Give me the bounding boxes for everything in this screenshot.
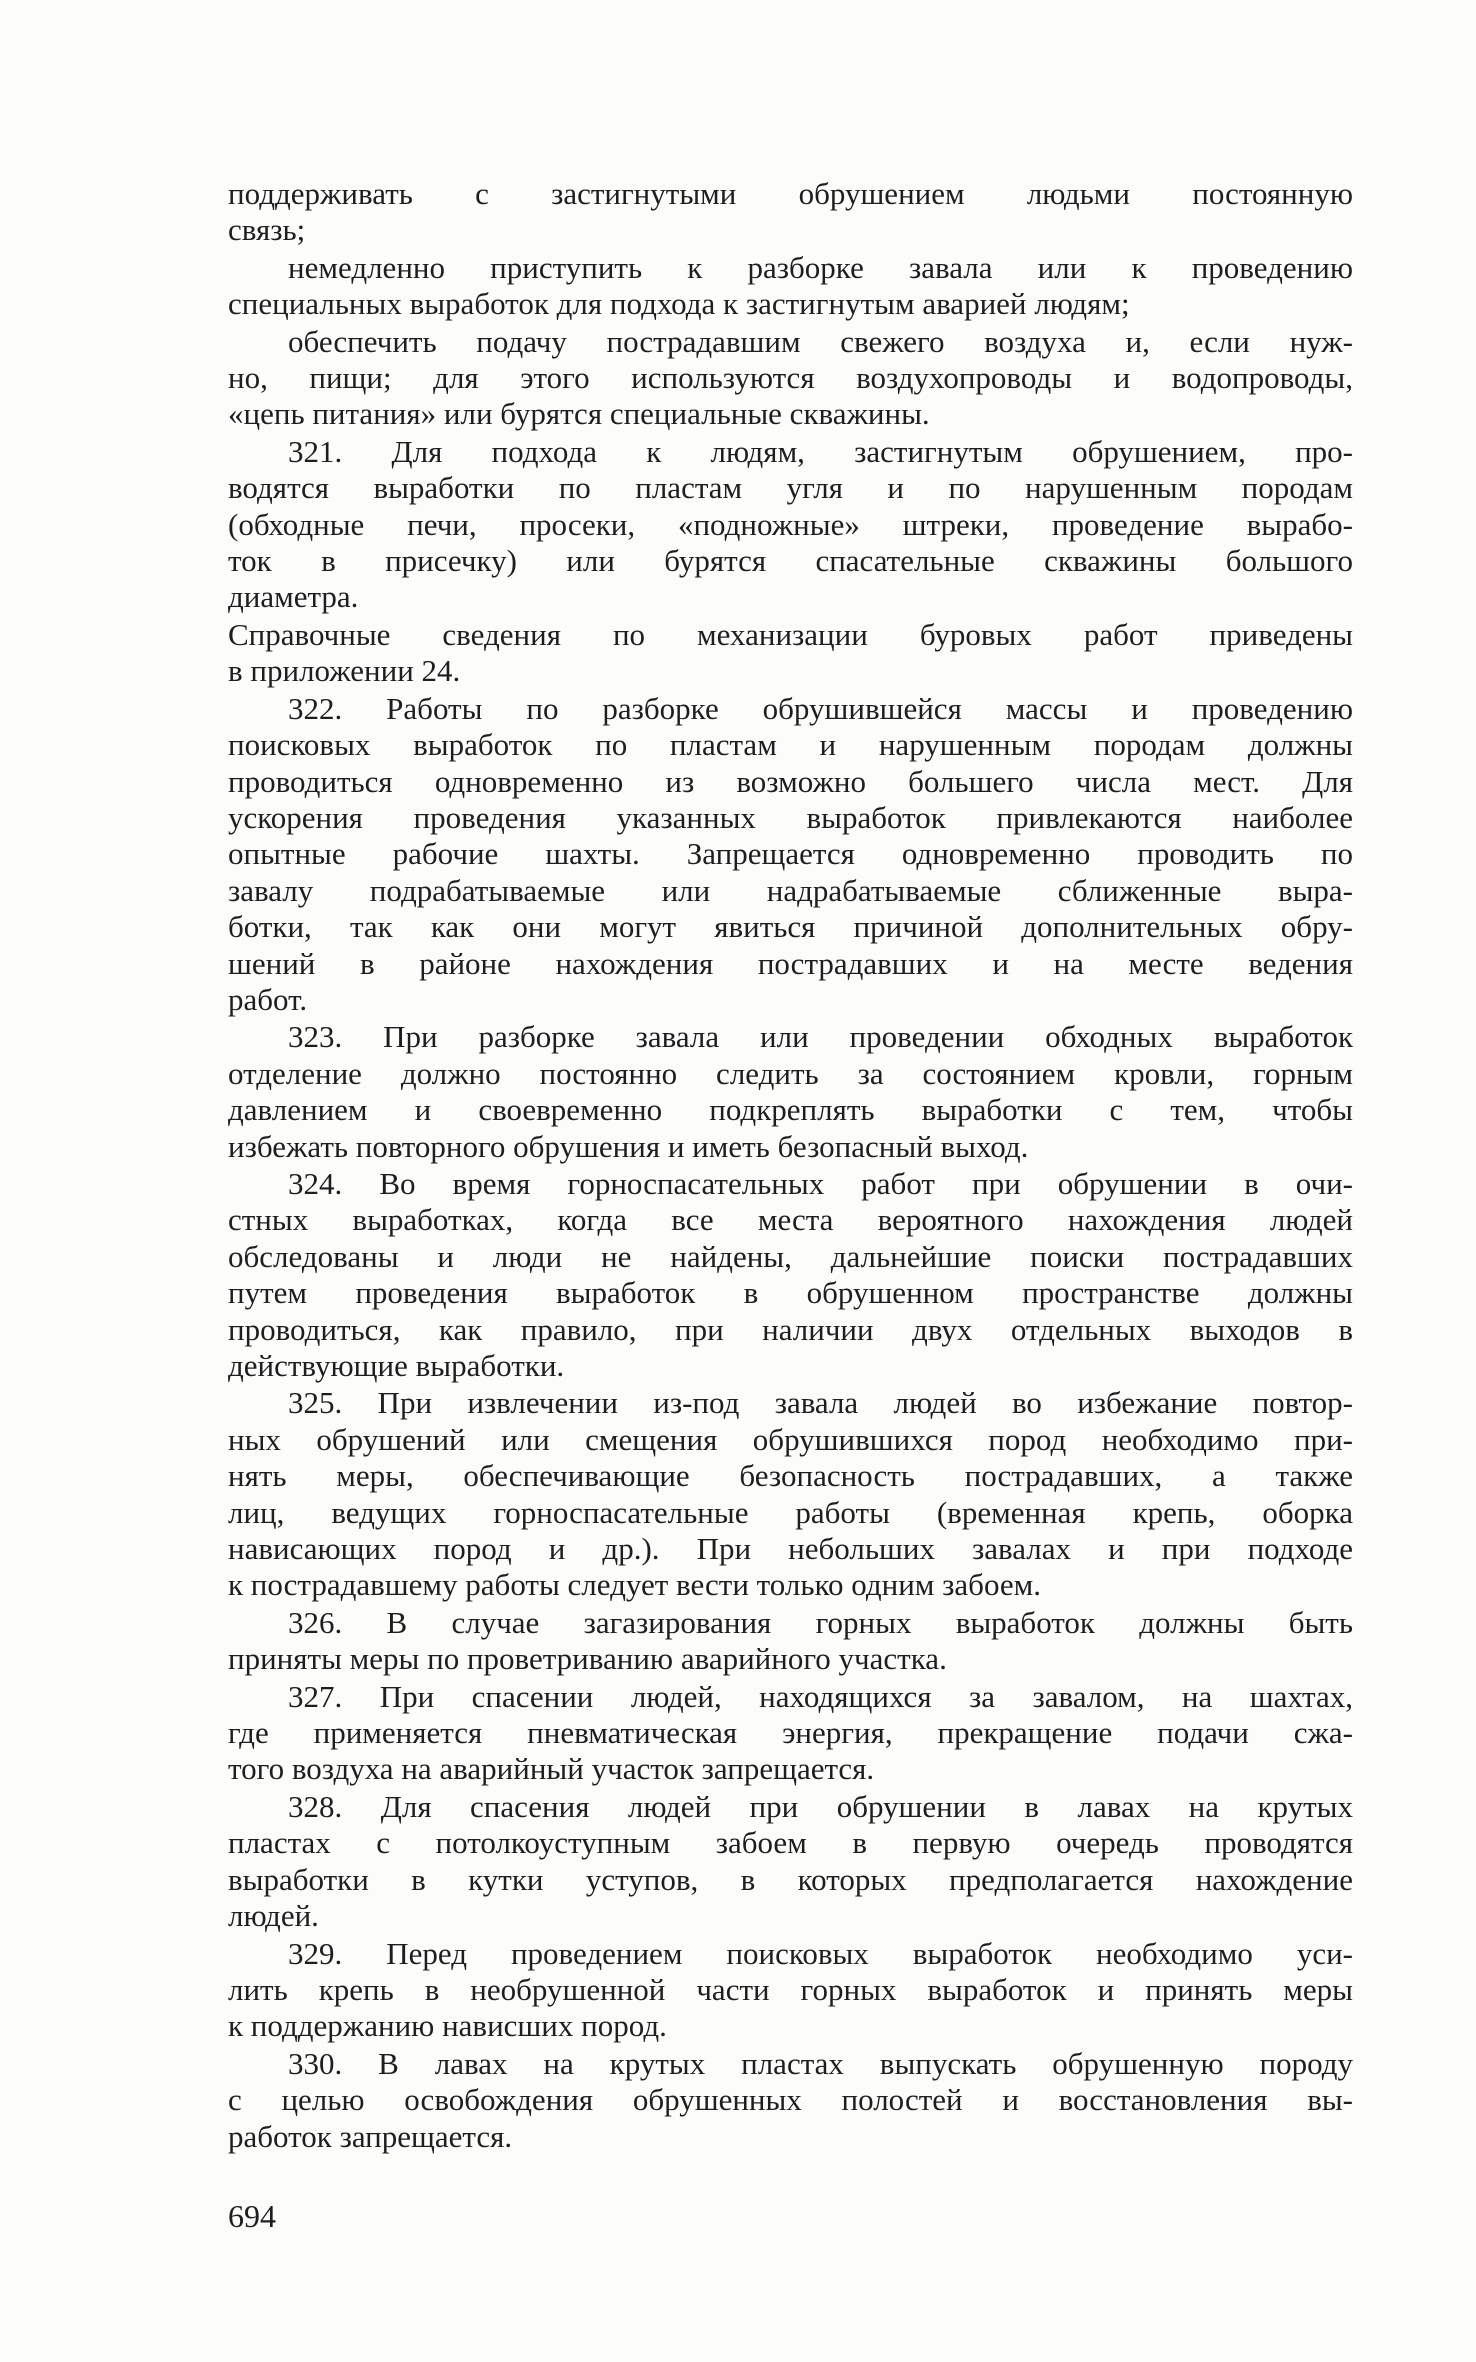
paragraph	[228, 1789, 1353, 1935]
paragraph	[228, 1019, 1353, 1165]
text-line: диаметра.	[228, 579, 359, 615]
text-line: (обходные печи, просеки, «подножные» штреки, проведение вырабо-	[228, 506, 1353, 542]
text-line: Справочные сведения по механизации буровых работ приведены	[228, 616, 1353, 652]
text-line: но, пищи; для этого используются воздухопроводы и водопроводы,	[228, 360, 1353, 396]
text-line: стных выработках, когда все места вероятного нахождения людей	[228, 1202, 1353, 1238]
text-line: 326. В случае загазирования горных выработок должны быть	[288, 1604, 1353, 1640]
paragraph	[228, 1679, 1353, 1788]
paragraph	[228, 1936, 1353, 2045]
text-line: приняты меры по проветриванию аварийного участка.	[228, 1641, 947, 1677]
text-line: ных обрушений или смещения обрушившихся пород необходимо при-	[228, 1421, 1353, 1457]
text-line: специальных выработок для подхода к застигнутым аварией людям;	[228, 286, 1130, 322]
text-line: отделение должно постоянно следить за состоянием кровли, горным	[228, 1055, 1353, 1091]
text-line: давлением и своевременно подкреплять выработки с тем, чтобы	[228, 1092, 1353, 1128]
text-line: нять меры, обеспечивающие безопасность пострадавших, а также	[228, 1458, 1353, 1494]
text-line: обследованы и люди не найдены, дальнейшие поиски пострадавших	[228, 1238, 1353, 1274]
text-line: 325. При извлечении из-под завала людей во избежание повтор-	[288, 1385, 1353, 1421]
text-line: в приложении 24.	[228, 653, 461, 689]
paragraph	[228, 1605, 1353, 1678]
text-line: работок запрещается.	[228, 2118, 513, 2154]
paragraph	[228, 324, 1353, 433]
text-line: работ.	[228, 981, 308, 1017]
text-line: «цепь питания» или бурятся специальные скважины.	[228, 396, 930, 432]
paragraph	[228, 250, 1353, 323]
text-line: избежать повторного обрушения и иметь безопасный выход.	[228, 1128, 1029, 1164]
text-line: путем проведения выработок в обрушенном пространстве должны	[228, 1275, 1353, 1311]
paragraph	[228, 1166, 1353, 1384]
text-line: 324. Во время горноспасательных работ при обрушении в очи-	[288, 1165, 1353, 1201]
text-line: к пострадавшему работы следует вести только одним забоем.	[228, 1567, 1041, 1603]
text-line: ускорения проведения указанных выработок привлекаются наиболее	[228, 799, 1353, 835]
paragraph	[228, 691, 1353, 1019]
text-line: поддерживать с застигнутыми обрушением людьми постоянную	[228, 176, 1353, 211]
text-line: ток в присечку) или бурятся спасательные скважины большого	[228, 543, 1353, 579]
text-line: лиц, ведущих горноспасательные работы (временная крепь, оборка	[228, 1494, 1353, 1530]
text-line: завалу подрабатываемые или надрабатываемые сближенные выра-	[228, 872, 1353, 908]
text-line: 321. Для подхода к людям, застигнутым обрушением, про-	[288, 433, 1353, 469]
text-line: опытные рабочие шахты. Запрещается одновременно проводить по	[228, 836, 1353, 872]
text-line: пластах с потолкоуступным забоем в первую очередь проводятся	[228, 1825, 1353, 1861]
text-line: водятся выработки по пластам угля и по нарушенным породам	[228, 470, 1353, 506]
text-line: проводиться одновременно из возможно большего числа мест. Для	[228, 763, 1353, 799]
text-line: 329. Перед проведением поисковых выработок необходимо уси-	[288, 1935, 1353, 1971]
text-line: 330. В лавах на крутых пластах выпускать обрушенную породу	[288, 2045, 1353, 2081]
paragraph	[228, 434, 1353, 616]
text-line: немедленно приступить к разборке завала или к проведению	[288, 249, 1353, 285]
text-line: того воздуха на аварийный участок запрещается.	[228, 1751, 875, 1787]
text-line: выработки в кутки уступов, в которых предполагается нахождение	[228, 1861, 1353, 1897]
text-line: 327. При спасении людей, находящихся за завалом, на шахтах,	[288, 1678, 1353, 1714]
text-line: действующие выработки.	[228, 1348, 565, 1383]
paragraph	[228, 176, 1353, 249]
text-line: связь;	[228, 212, 306, 248]
text-line: обеспечить подачу пострадавшим свежего воздуха и, если нуж-	[288, 323, 1353, 359]
paragraph	[228, 617, 1353, 690]
text-line: поисковых выработок по пластам и нарушенным породам должны	[228, 727, 1353, 763]
text-line: людей.	[228, 1898, 319, 1934]
page-body	[228, 176, 1353, 2156]
text-line: 323. При разборке завала или проведении обходных выработок	[288, 1019, 1353, 1055]
text-line: с целью освобождения обрушенных полостей и восстановления вы-	[228, 2082, 1353, 2118]
text-line: шений в районе нахождения пострадавших и на месте ведения	[228, 945, 1353, 981]
text-line: 322. Работы по разборке обрушившейся массы и проведению	[288, 690, 1353, 726]
text-line: 328. Для спасения людей при обрушении в лавах на крутых	[288, 1788, 1353, 1824]
text-line: лить крепь в необрушенной части горных выработок и принять меры	[228, 1971, 1353, 2007]
paragraph	[228, 2046, 1353, 2155]
text-line: проводиться, как правило, при наличии двух отдельных выходов в	[228, 1311, 1353, 1347]
text-line: ботки, так как они могут явиться причиной дополнительных обру-	[228, 909, 1353, 945]
text-line: нависающих пород и др.). При небольших завалах и при подходе	[228, 1531, 1353, 1567]
page-number: 694	[228, 2198, 276, 2234]
paragraph	[228, 1385, 1353, 1603]
text-line: где применяется пневматическая энергия, прекращение подачи сжа-	[228, 1715, 1353, 1751]
text-line: к поддержанию нависших пород.	[228, 2008, 667, 2044]
